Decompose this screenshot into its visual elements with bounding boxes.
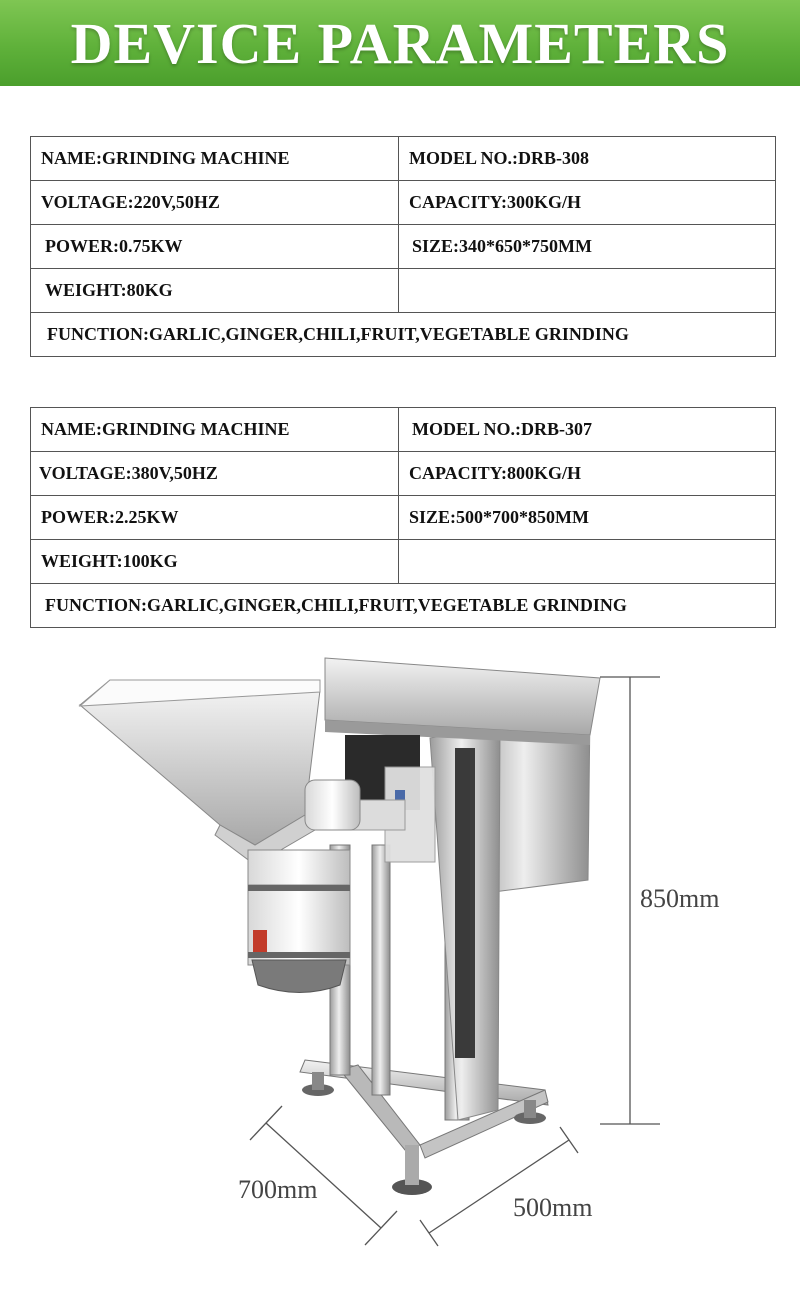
table-row	[31, 584, 776, 628]
spec-empty	[399, 540, 776, 584]
spec-power: POWER:2.25KW	[31, 496, 399, 540]
table-row	[31, 452, 776, 496]
spec-voltage: VOLTAGE:220V,50HZ	[31, 181, 399, 225]
spec-voltage: VOLTAGE:380V,50HZ	[31, 452, 399, 496]
machine-body	[80, 658, 600, 1195]
spec-function: FUNCTION:GARLIC,GINGER,CHILI,FRUIT,VEGETABLE GRINDING	[31, 584, 776, 628]
machine-illustration	[0, 640, 800, 1300]
dimension-length-label: 700mm	[238, 1175, 318, 1204]
page-title: DEVICE PARAMETERS	[70, 10, 730, 76]
table-row	[31, 540, 776, 584]
spec-model: MODEL NO.:DRB-307	[399, 408, 776, 452]
spec-name: NAME:GRINDING MACHINE	[31, 137, 399, 181]
spec-size: SIZE:340*650*750MM	[399, 225, 776, 269]
spec-size: SIZE:500*700*850MM	[399, 496, 776, 540]
spec-model: MODEL NO.:DRB-308	[399, 137, 776, 181]
spec-power: POWER:0.75KW	[31, 225, 399, 269]
spec-capacity: CAPACITY:300KG/H	[399, 181, 776, 225]
table-row	[31, 269, 776, 313]
table-row	[31, 496, 776, 540]
dimension-width-label: 500mm	[513, 1193, 593, 1222]
header-banner	[0, 0, 800, 86]
spec-name: NAME:GRINDING MACHINE	[31, 408, 399, 452]
spec-function: FUNCTION:GARLIC,GINGER,CHILI,FRUIT,VEGETABLE GRINDING	[31, 313, 776, 357]
spec-weight: WEIGHT:80KG	[31, 269, 399, 313]
spec-table-drb-307	[30, 407, 776, 628]
table-row	[31, 137, 776, 181]
dimension-height-label: 850mm	[640, 884, 720, 913]
table-row	[31, 225, 776, 269]
table-row	[31, 313, 776, 357]
spec-weight: WEIGHT:100KG	[31, 540, 399, 584]
spec-table-drb-308	[30, 136, 776, 357]
table-row	[31, 408, 776, 452]
table-row	[31, 181, 776, 225]
spec-capacity: CAPACITY:800KG/H	[399, 452, 776, 496]
spec-empty	[399, 269, 776, 313]
